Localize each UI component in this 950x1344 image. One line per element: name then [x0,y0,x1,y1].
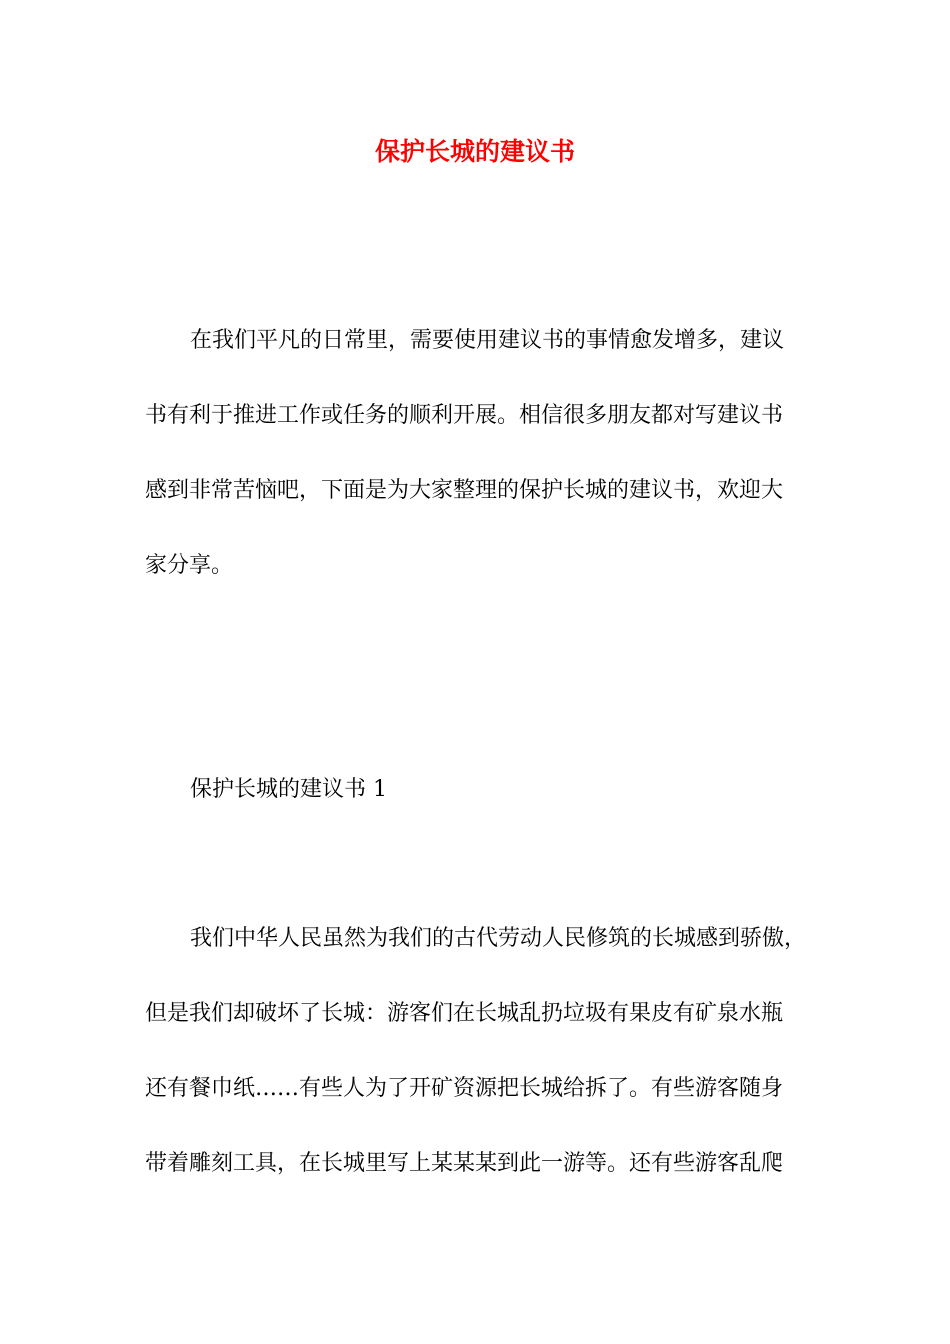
body-line-2: 但是我们却破坏了长城：游客们在长城乱扔垃圾有果皮有矿泉水瓶 [145,1001,784,1026]
body-line-4: 带着雕刻工具，在长城里写上某某某到此一游等。还有些游客乱爬 [145,1151,784,1176]
intro-line-1: 在我们平凡的日常里，需要使用建议书的事情愈发增多，建议 [190,328,785,353]
intro-line-4: 家分享。 [145,553,234,578]
body-line-1: 我们中华人民虽然为我们的古代劳动人民修筑的长城感到骄傲， [190,926,807,951]
intro-line-3: 感到非常苦恼吧，下面是为大家整理的保护长城的建议书，欢迎大 [145,478,784,503]
intro-line-2: 书有利于推进工作或任务的顺利开展。相信很多朋友都对写建议书 [145,403,784,428]
document-title: 保护长城的建议书 [374,137,575,166]
body-line-3: 还有餐巾纸……有些人为了开矿资源把长城给拆了。有些游客随身 [145,1076,784,1101]
section-heading: 保护长城的建议书 1 [190,777,387,802]
